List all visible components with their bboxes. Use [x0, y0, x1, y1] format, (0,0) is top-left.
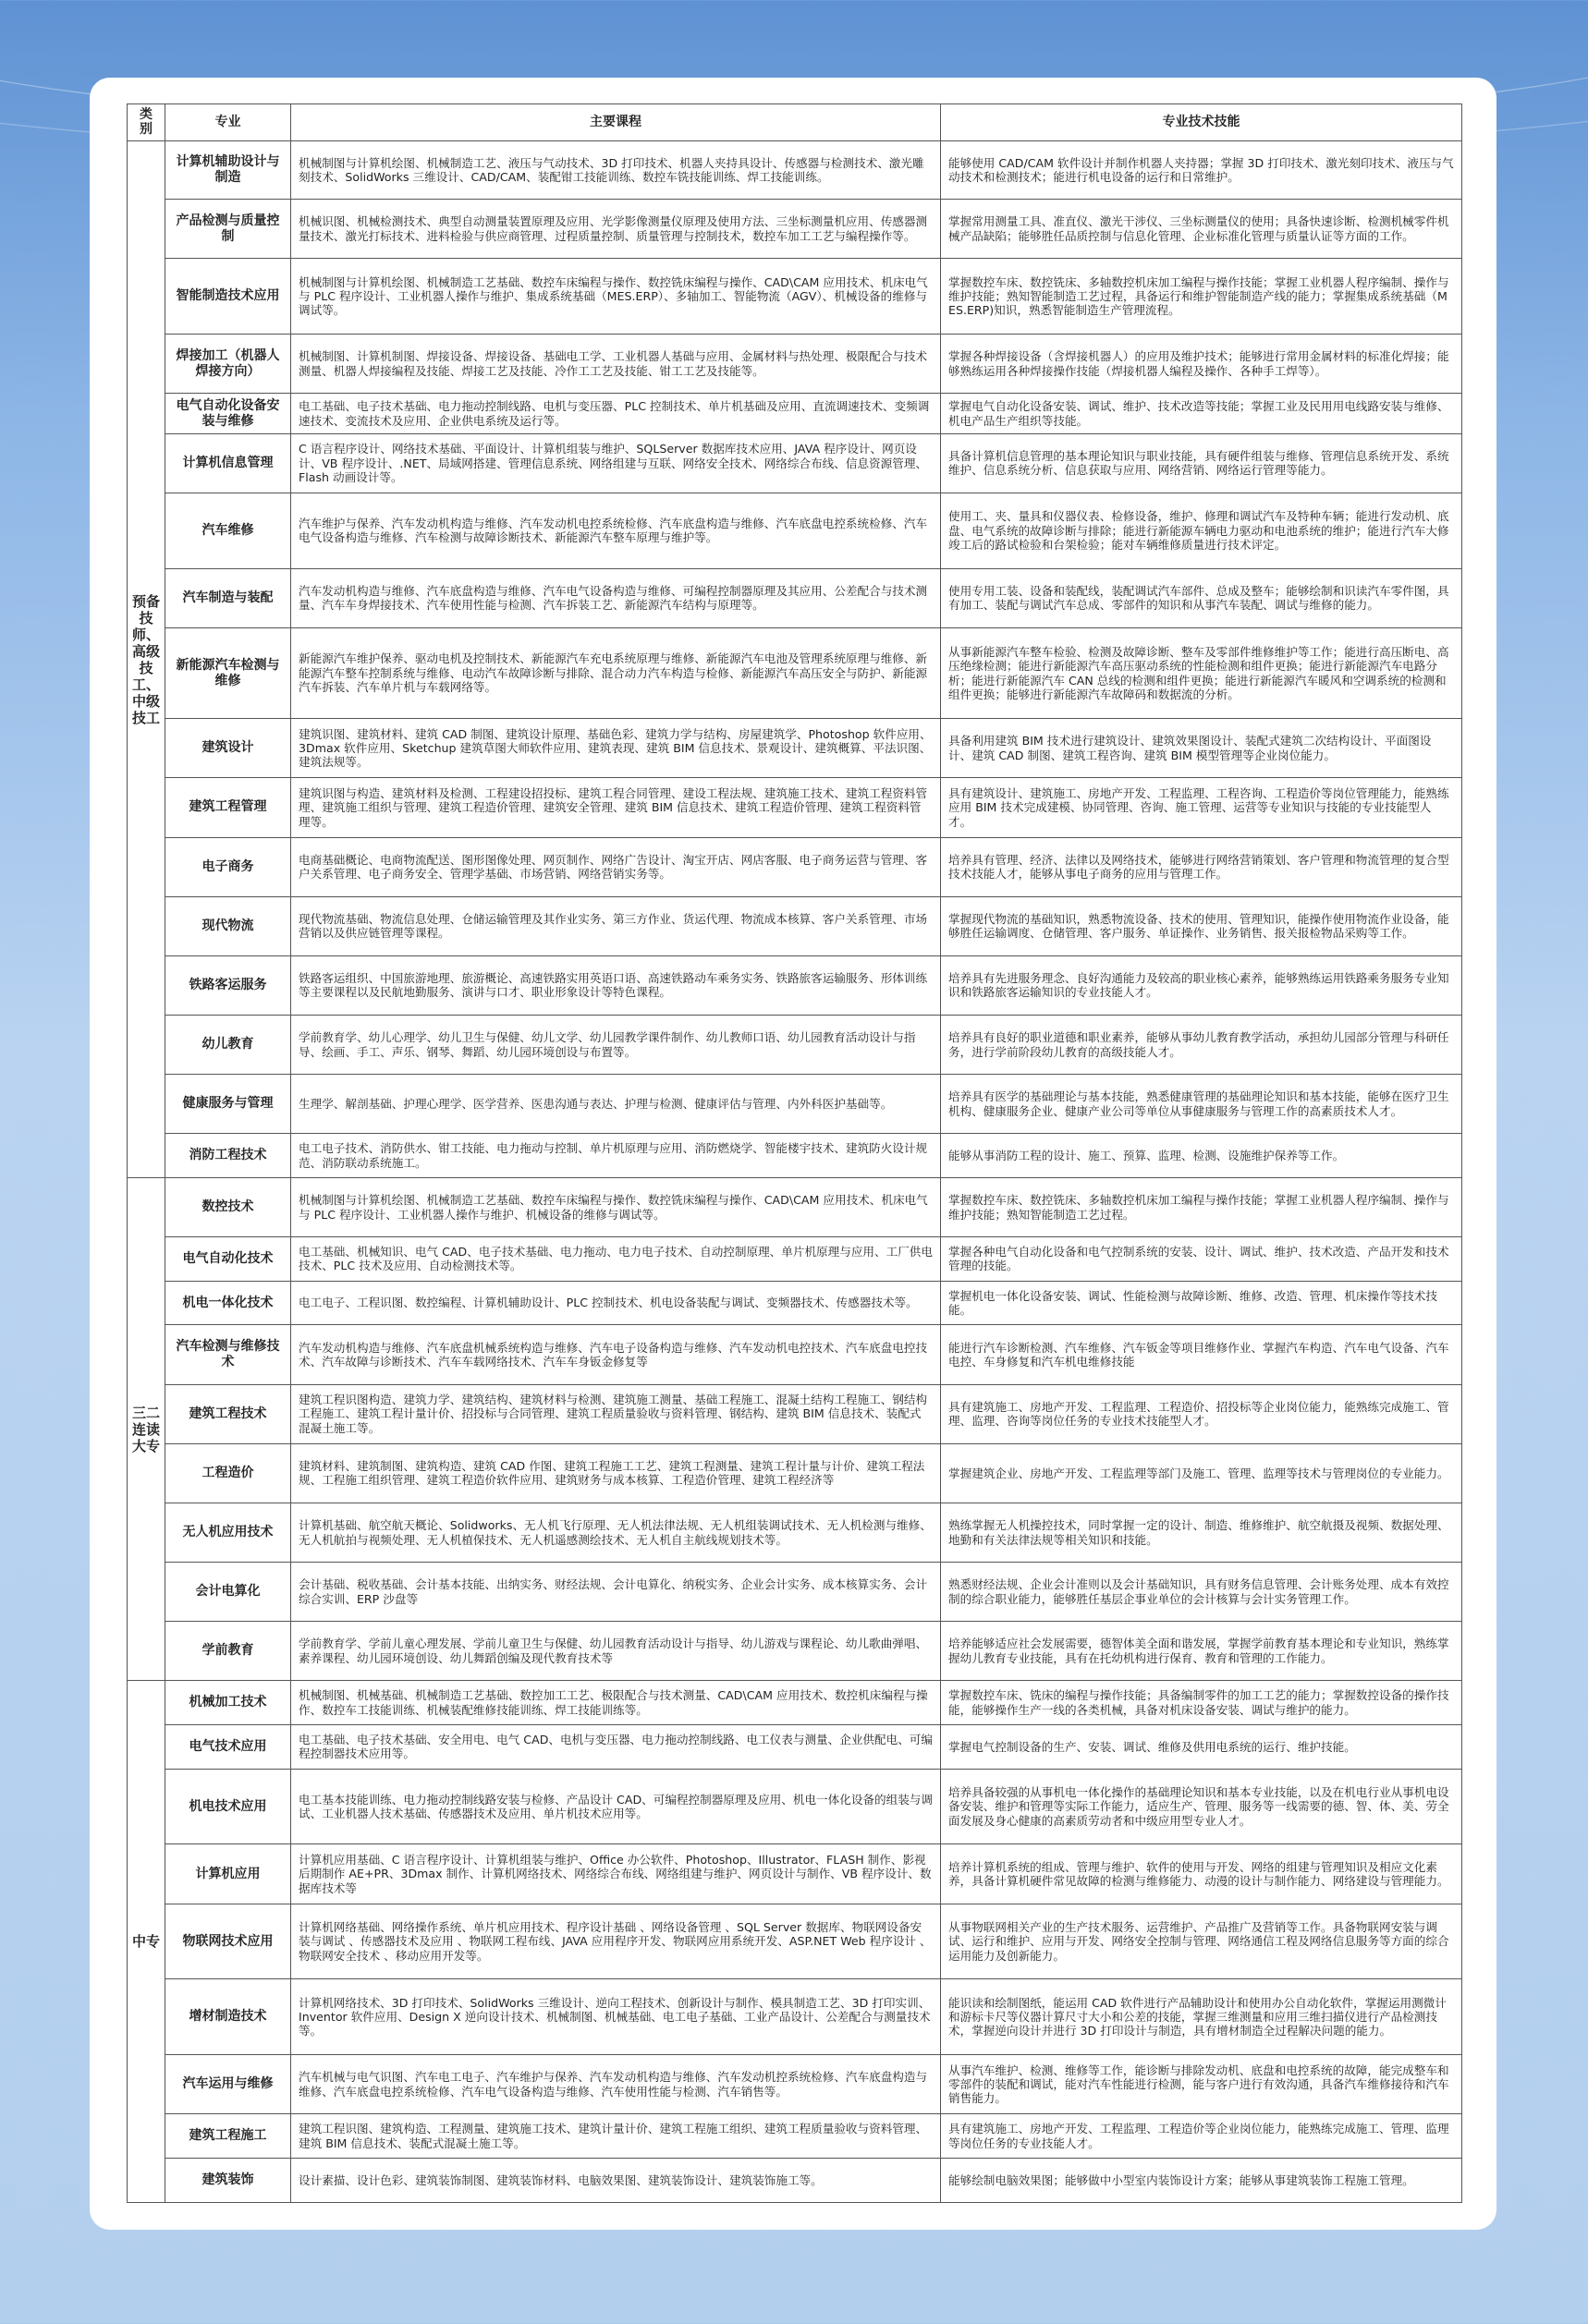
technical-skills: 熟悉财经法规、企业会计准则以及会计基础知识，具有财务信息管理、会计账务处理、成本有效控制的综合职业能力，能够胜任基层企事业单位的会计核算与会计实务管理工作。 — [941, 1563, 1462, 1622]
table-row — [128, 335, 1462, 394]
main-courses: 电工电子、工程识图、数控编程、计算机辅助设计、PLC 控制技术、机电设备装配与调试、变频器技术、传感器技术等。 — [291, 1281, 941, 1325]
technical-skills: 掌握数控车床、数控铣床、多轴数控机床加工编程与操作技能；掌握工业机器人程序编制、操作与维护技能；熟知智能制造工艺过程。 — [941, 1178, 1462, 1237]
technical-skills: 掌握电气控制设备的生产、安装、调试、维修及供用电系统的运行、维护技能。 — [941, 1725, 1462, 1770]
table-row — [128, 627, 1462, 718]
main-courses: 现代物流基础、物流信息处理、仓储运输管理及其作业实务、第三方作业、货运代理、物流成本核算、客户关系管理、市场营销以及供应链管理等课程。 — [291, 896, 941, 955]
technical-skills: 具备利用建筑 BIM 技术进行建筑设计、建筑效果图设计、装配式建筑二次结构设计、平面图设计、建筑 CAD 制图、建筑工程咨询、建筑 BIM 模型管理等企业岗位能力。 — [941, 719, 1462, 778]
major-name: 机电一体化技术 — [165, 1281, 291, 1325]
table-row — [128, 141, 1462, 200]
major-name: 汽车制造与装配 — [165, 568, 291, 627]
main-courses: C 语言程序设计、网络技术基础、平面设计、计算机组装与维护、SQLServer 数据库技术应用、JAVA 程序设计、网页设计、VB 程序设计、.NET、局域网搭建、管理信息系统、网络组建与互联、网络安全技术、网络综合布线、信息资源管理、Flash 动画设计等。 — [291, 433, 941, 493]
table-row — [128, 955, 1462, 1015]
table-row — [128, 1281, 1462, 1325]
technical-skills: 具有建筑施工、房地产开发、工程监理、工程造价、招投标等企业岗位能力，能熟练完成施工、管理、监理、咨询等岗位任务的专业技术技能型人才。 — [941, 1384, 1462, 1443]
main-courses: 学前教育学、幼儿心理学、幼儿卫生与保健、幼儿文学、幼儿园教学课件制作、幼儿教师口语、幼儿园教育活动设计与指导、绘画、手工、声乐、钢琴、舞蹈、幼儿园环境创设与布置等。 — [291, 1016, 941, 1075]
main-courses: 机械识图、机械检测技术、典型自动测量装置原理及应用、光学影像测量仪原理及使用方法、三坐标测量机应用、传感器测量技术、激光打标技术、进料检验与供应商管理、过程质量控制、质量管理与控制技术，数控车加工工艺与编程操作等。 — [291, 200, 941, 259]
major-name: 汽车检测与维修技术 — [165, 1325, 291, 1384]
main-courses: 汽车发动机构造与维修、汽车底盘机械系统构造与维修、汽车电子设备构造与维修、汽车发动机电控技术、汽车底盘电控技术、汽车故障与诊断技术、汽车车载网络技术、汽车车身钣金修复等 — [291, 1325, 941, 1384]
table-row — [128, 1384, 1462, 1443]
major-name: 机电技术应用 — [165, 1769, 291, 1844]
main-courses: 建筑工程识图、建筑构造、工程测量、建筑施工技术、建筑计量计价、建筑工程施工组织、建筑工程质量验收与资料管理、建筑 BIM 信息技术、装配式混凝土施工等。 — [291, 2114, 941, 2159]
major-name: 电气自动化设备安装与维修 — [165, 394, 291, 433]
main-courses: 建筑识图、建筑材料、建筑 CAD 制图、建筑设计原理、基础色彩、建筑力学与结构、房屋建筑学、Photoshop 软件应用、3Dmax 软件应用、Sketchup 建筑草图大师软件应用、建筑表现、建筑 BIM 信息技术、景观设计、建筑概算、平法识图、建筑法规等。 — [291, 719, 941, 778]
major-name: 焊接加工（机器人焊接方向） — [165, 335, 291, 394]
table-row — [128, 1075, 1462, 1134]
table-row — [128, 1016, 1462, 1075]
technical-skills: 具有建筑设计、建筑施工、房地产开发、工程监理、工程咨询、工程造价等岗位管理能力，能熟练应用 BIM 技术完成建模、协同管理、咨询、施工管理、运营等专业知识与技能的专业技能型人才。 — [941, 778, 1462, 837]
major-name: 电子商务 — [165, 837, 291, 896]
header-category: 类别 — [128, 104, 165, 141]
major-name: 汽车维修 — [165, 493, 291, 568]
technical-skills: 能够从事消防工程的设计、施工、预算、监理、检测、设施维护保养等工作。 — [941, 1134, 1462, 1178]
main-courses: 机械制图与计算机绘图、机械制造工艺基础、数控车床编程与操作、数控铣床编程与操作、CAD\CAM 应用技术、机床电气与 PLC 程序设计、工业机器人操作与维护、机械设备的维修与调试等。 — [291, 1178, 941, 1237]
major-name: 智能制造技术应用 — [165, 259, 291, 335]
major-name: 消防工程技术 — [165, 1134, 291, 1178]
major-name: 汽车运用与维修 — [165, 2055, 291, 2114]
technical-skills: 能识读和绘制图纸，能运用 CAD 软件进行产品辅助设计和使用办公自动化软件，掌握运用测微计和游标卡尺等仪器计算尺寸大小和公差的技能，掌握三维测量和应用三维扫描仪进行产品检测技术，掌握逆向设计并进行 3D 打印设计与制造，具有增材制造全过程解决问题的能力。 — [941, 1979, 1462, 2055]
table-row — [128, 1979, 1462, 2055]
major-name: 产品检测与质量控制 — [165, 200, 291, 259]
table-row — [128, 433, 1462, 493]
main-courses: 汽车维护与保养、汽车发动机构造与维修、汽车发动机电控系统检修、汽车底盘构造与维修、汽车底盘电控系统检修、汽车电气设备构造与维修、汽车检测与故障诊断技术、新能源汽车整车原理与维护等。 — [291, 493, 941, 568]
group-secondary-label: 中专 — [128, 1681, 165, 2203]
technical-skills: 掌握电气自动化设备安装、调试、维护、技术改造等技能；掌握工业及民用用电线路安装与维修、机电产品生产组织等技能。 — [941, 394, 1462, 433]
table-row — [128, 1725, 1462, 1770]
technical-skills: 培养具有先进服务理念、良好沟通能力及较高的职业核心素养，能够熟练运用铁路乘务服务专业知识和铁路旅客运输知识的专业技能人才。 — [941, 955, 1462, 1015]
technical-skills: 培养具有医学的基础理论与基本技能，熟悉健康管理的基础理论知识和基本技能，能够在医疗卫生机构、健康服务企业、健康产业公司等单位从事健康服务与管理工作的高素质技术人才。 — [941, 1075, 1462, 1134]
header-courses: 主要课程 — [291, 104, 941, 141]
major-name: 健康服务与管理 — [165, 1075, 291, 1134]
table-row — [128, 568, 1462, 627]
main-courses: 建筑工程识图构造、建筑力学、建筑结构、建筑材料与检测、建筑施工测量、基础工程施工、混凝土结构工程施工、钢结构工程施工、建筑工程计量计价、招投标与合同管理、建筑工程质量验收与资料管理、钢结构、建筑 BIM 信息技术、装配式混凝土施工等。 — [291, 1384, 941, 1443]
technical-skills: 能够绘制电脑效果图；能够做中小型室内装饰设计方案；能够从事建筑装饰工程施工管理。 — [941, 2158, 1462, 2202]
major-name: 计算机信息管理 — [165, 433, 291, 493]
main-courses: 汽车发动机构造与维修、汽车底盘构造与维修、汽车电气设备构造与维修、可编程控制器原理及其应用、公差配合与技术测量、汽车车身焊接技术、汽车使用性能与检测、汽车拆装工艺、新能源汽车结构与原理等。 — [291, 568, 941, 627]
major-name: 建筑工程施工 — [165, 2114, 291, 2159]
major-name: 建筑工程管理 — [165, 778, 291, 837]
group-technician-label: 预备技师、高级技工、中级技工 — [128, 141, 165, 1178]
table-row — [128, 493, 1462, 568]
technical-skills: 掌握数控车床、数控铣床、多轴数控机床加工编程与操作技能；掌握工业机器人程序编制、操作与维护技能；熟知智能制造工艺过程，具备运行和维护智能制造产线的能力；掌握集成系统基础（MES.ERP)知识，熟悉智能制造生产管理流程。 — [941, 259, 1462, 335]
major-name: 新能源汽车检测与维修 — [165, 627, 291, 718]
table-row — [128, 2114, 1462, 2159]
technical-skills: 具有建筑施工、房地产开发、工程监理、工程造价等企业岗位能力，能熟练完成施工、管理、监理等岗位任务的专业技能人才。 — [941, 2114, 1462, 2159]
main-courses: 机械制图与计算机绘图、机械制造工艺、液压与气动技术、3D 打印技术、机器人夹持具设计、传感器与检测技术、激光雕刻技术、SolidWorks 三维设计、CAD/CAM、装配钳工技能训练、数控车铣技能训练、焊工技能训练。 — [291, 141, 941, 200]
technical-skills: 从事新能源汽车整车检验、检测及故障诊断、整车及零部件维修维护等工作；能进行高压断电、高压绝缘检测；能进行新能源汽车高压驱动系统的性能检测和组件更换；能进行新能源汽车电路分析；能进行新能源汽车 CAN 总线的检测和组件更换；能进行新能源汽车暖风和空调系统的检测和组件更换；能够进行新能源汽车故障码和数据流的分析。 — [941, 627, 1462, 718]
technical-skills: 使用专用工装、设备和装配线，装配调试汽车部件、总成及整车；能够绘制和识读汽车零件图，具有加工、装配与调试汽车总成、零部件的知识和从事汽车装配、调试与维修的能力。 — [941, 568, 1462, 627]
table-row — [128, 2158, 1462, 2202]
table-row — [128, 778, 1462, 837]
table-row — [128, 1178, 1462, 1237]
major-name: 电气技术应用 — [165, 1725, 291, 1770]
technical-skills: 培养计算机系统的组成、管理与维护、软件的使用与开发、网络的组建与管理知识及相应文化素养，具备计算机硬件常见故障的检测与维修能力、动漫的设计与制作能力、网络建设与管理能力。 — [941, 1844, 1462, 1904]
major-name: 电气自动化技术 — [165, 1237, 291, 1282]
main-courses: 建筑材料、建筑制图、建筑构造、建筑 CAD 作图、建筑工程施工工艺、建筑工程测量、建筑工程计量与计价、建筑工程法规、工程施工组织管理、建筑工程造价软件应用、建筑财务与成本核算、工程造价管理、建筑工程经济等 — [291, 1443, 941, 1503]
major-name: 物联网技术应用 — [165, 1904, 291, 1979]
technical-skills: 掌握数控车床、铣床的编程与操作技能；具备编制零件的加工工艺的能力；掌握数控设备的操作技能，能够操作生产一线的各类机械，具备对机床设备安装、调试与维护的能力。 — [941, 1681, 1462, 1725]
main-courses: 机械制图与计算机绘图、机械制造工艺基础、数控车床编程与操作、数控铣床编程与操作、CAD\CAM 应用技术、机床电气与 PLC 程序设计、工业机器人操作与维护、集成系统基础（MES.ERP）、多轴加工、智能物流（AGV）、机械设备的维修与调试等。 — [291, 259, 941, 335]
technical-skills: 掌握各种焊接设备（含焊接机器人）的应用及维护技术；能够进行常用金属材料的标准化焊接；能够熟练运用各种焊接操作技能（焊接机器人编程及操作、各种手工焊等）。 — [941, 335, 1462, 394]
table-row — [128, 1769, 1462, 1844]
table-row — [128, 1503, 1462, 1562]
main-courses: 电工电子技术、消防供水、钳工技能、电力拖动与控制、单片机原理与应用、消防燃烧学、智能楼宇技术、建筑防火设计规范、消防联动系统施工。 — [291, 1134, 941, 1178]
main-courses: 铁路客运组织、中国旅游地理、旅游概论、高速铁路实用英语口语、高速铁路动车乘务实务、铁路旅客运输服务、形体训练等主要课程以及民航地勤服务、演讲与口才、职业形象设计等特色课程。 — [291, 955, 941, 1015]
main-courses: 计算机网络技术、3D 打印技术、SolidWorks 三维设计、逆向工程技术、创新设计与制作、模具制造工艺、3D 打印实训、Inventor 软件应用、Design X 逆向设计技术、机械制图、机械基础、电工电子基础、工业产品设计、公差配合与测量技术等。 — [291, 1979, 941, 2055]
main-courses: 新能源汽车维护保养、驱动电机及控制技术、新能源汽车充电系统原理与维修、新能源汽车电池及管理系统原理与维修、新能源汽车整车控制系统与维修、电动汽车故障诊断与排除、混合动力汽车构造与检修、新能源汽车高压安全与防护、新能源汽车拆装、汽车单片机与车载网络等。 — [291, 627, 941, 718]
main-courses: 计算机网络基础、网络操作系统、单片机应用技术、程序设计基础 、网络设备管理 、SQL Server 数据库、物联网设备安装与调试 、传感器技术及应用 、物联网工程布线、JAVA 应用程序开发、物联网应用系统开发、ASP.NET Web 程序设计 、物联网安全技术 、移动应用开发等。 — [291, 1904, 941, 1979]
table-row — [128, 1443, 1462, 1503]
table-row — [128, 1844, 1462, 1904]
technical-skills: 掌握常用测量工具、准直仪、激光干涉仪、三坐标测量仪的使用；具备快速诊断、检测机械零件机械产品缺陷；能够胜任品质控制与信息化管理、企业标准化管理与质量认证等方面的工作。 — [941, 200, 1462, 259]
main-courses: 学前教育学、学前儿童心理发展、学前儿童卫生与保健、幼儿园教育活动设计与指导、幼儿游戏与课程论、幼儿歌曲弹唱、素养课程、幼儿园环境创设、幼儿舞蹈创编及现代教育技术等 — [291, 1622, 941, 1681]
major-name: 学前教育 — [165, 1622, 291, 1681]
technical-skills: 从事汽车维护、检测、维修等工作，能诊断与排除发动机、底盘和电控系统的故障，能完成整车和零部件的装配和调试，能对汽车性能进行检测，能与客户进行有效沟通，具备汽车维修接待和汽车销售能力。 — [941, 2055, 1462, 2114]
main-courses: 电工基本技能训练、电力拖动控制线路安装与检修、产品设计 CAD、可编程控制器原理及应用、机电一体化设备的组装与调试、工业机器人技术基础、传感器技术及应用、单片机技术应用等。 — [291, 1769, 941, 1844]
major-name: 无人机应用技术 — [165, 1503, 291, 1562]
content-card — [90, 78, 1496, 2230]
main-courses: 会计基础、税收基础、会计基本技能、出纳实务、财经法规、会计电算化、纳税实务、企业会计实务、成本核算实务、会计综合实训、ERP 沙盘等 — [291, 1563, 941, 1622]
table-row — [128, 837, 1462, 896]
technical-skills: 培养具备较强的从事机电一体化操作的基础理论知识和基本专业技能，以及在机电行业从事机电设备安装、维护和管理等实际工作能力，适应生产、管理、服务等一线需要的德、智、体、美、劳全面发展及身心健康的高素质劳动者和中级应用型专业人才。 — [941, 1769, 1462, 1844]
major-name: 计算机应用 — [165, 1844, 291, 1904]
main-courses: 电工基础、电子技术基础、安全用电、电气 CAD、电机与变压器、电力拖动控制线路、电工仪表与测量、企业供配电、可编程控制器技术应用等。 — [291, 1725, 941, 1770]
main-courses: 设计素描、设计色彩、建筑装饰制图、建筑装饰材料、电脑效果图、建筑装饰设计、建筑装饰施工等。 — [291, 2158, 941, 2202]
header-major: 专业 — [165, 104, 291, 141]
table-row — [128, 1325, 1462, 1384]
technical-skills: 能够使用 CAD/CAM 软件设计并制作机器人夹持器；掌握 3D 打印技术、激光刻印技术、液压与气动技术和检测技术；能进行机电设备的运行和日常维护。 — [941, 141, 1462, 200]
main-courses: 电工基础、机械知识、电气 CAD、电子技术基础、电力拖动、电力电子技术、自动控制原理、单片机原理与应用、工厂供电技术、PLC 技术及应用、自动检测技术等。 — [291, 1237, 941, 1282]
technical-skills: 从事物联网相关产业的生产技术服务、运营维护、产品推广及营销等工作。具备物联网安装与调试、运行和维护、应用与开发、网络安全控制与管理、网络通信工程及网络信息服务等方面的综合运用能力及创新能力。 — [941, 1904, 1462, 1979]
table-header-row — [128, 104, 1462, 141]
technical-skills: 具备计算机信息管理的基本理论知识与职业技能，具有硬件组装与维修、管理信息系统开发、系统维护、信息系统分析、信息获取与应用、网络营销、网络运行管理等能力。 — [941, 433, 1462, 493]
technical-skills: 培养具有良好的职业道德和职业素养，能够从事幼儿教育教学活动，承担幼儿园部分管理与科研任务，进行学前阶段幼儿教育的高级技能人才。 — [941, 1016, 1462, 1075]
major-name: 增材制造技术 — [165, 1979, 291, 2055]
table-row — [128, 1681, 1462, 1725]
main-courses: 电商基础概论、电商物流配送、图形图像处理、网页制作、网络广告设计、淘宝开店、网店客服、电子商务运营与管理、客户关系管理、电子商务安全、管理学基础、市场营销、网络营销实务等。 — [291, 837, 941, 896]
major-name: 现代物流 — [165, 896, 291, 955]
technical-skills: 使用工、夹、量具和仪器仪表、检修设备，维护、修理和调试汽车及特种车辆；能进行发动机、底盘、电气系统的故障诊断与排除；能进行新能源车辆电力驱动和电池系统的维护；能进行汽车大修竣工后的路试检验和台架检验；能对车辆维修质量进行技术评定。 — [941, 493, 1462, 568]
table-row — [128, 1622, 1462, 1681]
major-name: 建筑工程技术 — [165, 1384, 291, 1443]
major-name: 幼儿教育 — [165, 1016, 291, 1075]
technical-skills: 掌握建筑企业、房地产开发、工程监理等部门及施工、管理、监理等技术与管理岗位的专业能力。 — [941, 1443, 1462, 1503]
table-row — [128, 1904, 1462, 1979]
major-name: 计算机辅助设计与制造 — [165, 141, 291, 200]
main-courses: 计算机应用基础、C 语言程序设计、计算机组装与维护、Office 办公软件、Photoshop、Illustrator、FLASH 制作、影视后期制作 AE+PR、3Dmax 制作、计算机网络技术、网络综合布线、网络组建与维护、网页设计与制作、VB 程序设计、数据库技术等 — [291, 1844, 941, 1904]
main-courses: 电工基础、电子技术基础、电力拖动控制线路、电机与变压器、PLC 控制技术、单片机基础及应用、直流调速技术、变频调速技术、变流技术及应用、企业供电系统及运行等。 — [291, 394, 941, 433]
header-skills: 专业技术技能 — [941, 104, 1462, 141]
main-courses: 生理学、解剖基础、护理心理学、医学营养、医患沟通与表达、护理与检测、健康评估与管理、内外科医护基础等。 — [291, 1075, 941, 1134]
major-name: 工程造价 — [165, 1443, 291, 1503]
main-courses: 机械制图、机械基础、机械制造工艺基础、数控加工工艺、极限配合与技术测量、CAD\CAM 应用技术、数控机床编程与操作、数控车工技能训练、机械装配维修技能训练、焊工技能训练等。 — [291, 1681, 941, 1725]
main-courses: 机械制图、计算机制图、焊接设备、焊接设备、基础电工学、工业机器人基础与应用、金属材料与热处理、极限配合与技术测量、机器人焊接编程及技能、焊接工艺及技能、冷作工工艺及技能、钳工工艺及技能等。 — [291, 335, 941, 394]
technical-skills: 能进行汽车诊断检测、汽车维修、汽车钣金等项目维修作业、掌握汽车构造、汽车电气设备、汽车电控、车身修复和汽车机电维修技能 — [941, 1325, 1462, 1384]
table-row — [128, 1237, 1462, 1282]
table-row — [128, 200, 1462, 259]
table-row — [128, 719, 1462, 778]
major-name: 数控技术 — [165, 1178, 291, 1237]
technical-skills: 掌握机电一体化设备安装、调试、性能检测与故障诊断、维修、改造、管理、机床操作等技术技能。 — [941, 1281, 1462, 1325]
table-row — [128, 394, 1462, 433]
group-college-label: 三二连读大专 — [128, 1178, 165, 1681]
major-name: 铁路客运服务 — [165, 955, 291, 1015]
technical-skills: 培养能够适应社会发展需要，德智体美全面和谐发展，掌握学前教育基本理论和专业知识，熟练掌握幼儿教育专业技能，具有在托幼机构进行保育、教育和管理的工作能力。 — [941, 1622, 1462, 1681]
majors-table — [127, 103, 1462, 2203]
major-name: 机械加工技术 — [165, 1681, 291, 1725]
major-name: 建筑装饰 — [165, 2158, 291, 2202]
main-courses: 建筑识图与构造、建筑材料及检测、工程建设招投标、建筑工程合同管理、建设工程法规、建筑施工技术、建筑工程资料管理、建筑施工组织与管理、建筑工程造价管理、建筑安全管理、建筑 BIM 信息技术、建筑工程造价管理、建筑工程资料管理等。 — [291, 778, 941, 837]
technical-skills: 熟练掌握无人机操控技术，同时掌握一定的设计、制造、维修维护、航空航摄及视频、数据处理、地勤和有关法律法规等相关知识和技能。 — [941, 1503, 1462, 1562]
main-courses: 汽车机械与电气识图、汽车电工电子、汽车维护与保养、汽车发动机构造与维修、汽车发动机控系统检修、汽车底盘构造与维修、汽车底盘电控系统检修、汽车电气设备构造与维修、汽车使用性能与检测、汽车销售等。 — [291, 2055, 941, 2114]
table-row — [128, 2055, 1462, 2114]
table-row — [128, 1563, 1462, 1622]
technical-skills: 掌握现代物流的基础知识，熟悉物流设备、技术的使用、管理知识，能操作使用物流作业设备，能够胜任运输调度、仓储管理、客户服务、单证操作、业务销售、报关报检物品采购等工作。 — [941, 896, 1462, 955]
technical-skills: 掌握各种电气自动化设备和电气控制系统的安装、设计、调试、维护、技术改造、产品开发和技术管理的技能。 — [941, 1237, 1462, 1282]
table-row — [128, 1134, 1462, 1178]
table-row — [128, 259, 1462, 335]
technical-skills: 培养具有管理、经济、法律以及网络技术，能够进行网络营销策划、客户管理和物流管理的复合型技术技能人才，能够从事电子商务的应用与管理工作。 — [941, 837, 1462, 896]
major-name: 会计电算化 — [165, 1563, 291, 1622]
major-name: 建筑设计 — [165, 719, 291, 778]
table-row — [128, 896, 1462, 955]
main-courses: 计算机基础、航空航天概论、Solidworks、无人机飞行原理、无人机法律法规、无人机组装调试技术、无人机检测与维修、无人机航拍与视频处理、无人机植保技术、无人机遥感测绘技术、无人机自主航线规划技术等。 — [291, 1503, 941, 1562]
